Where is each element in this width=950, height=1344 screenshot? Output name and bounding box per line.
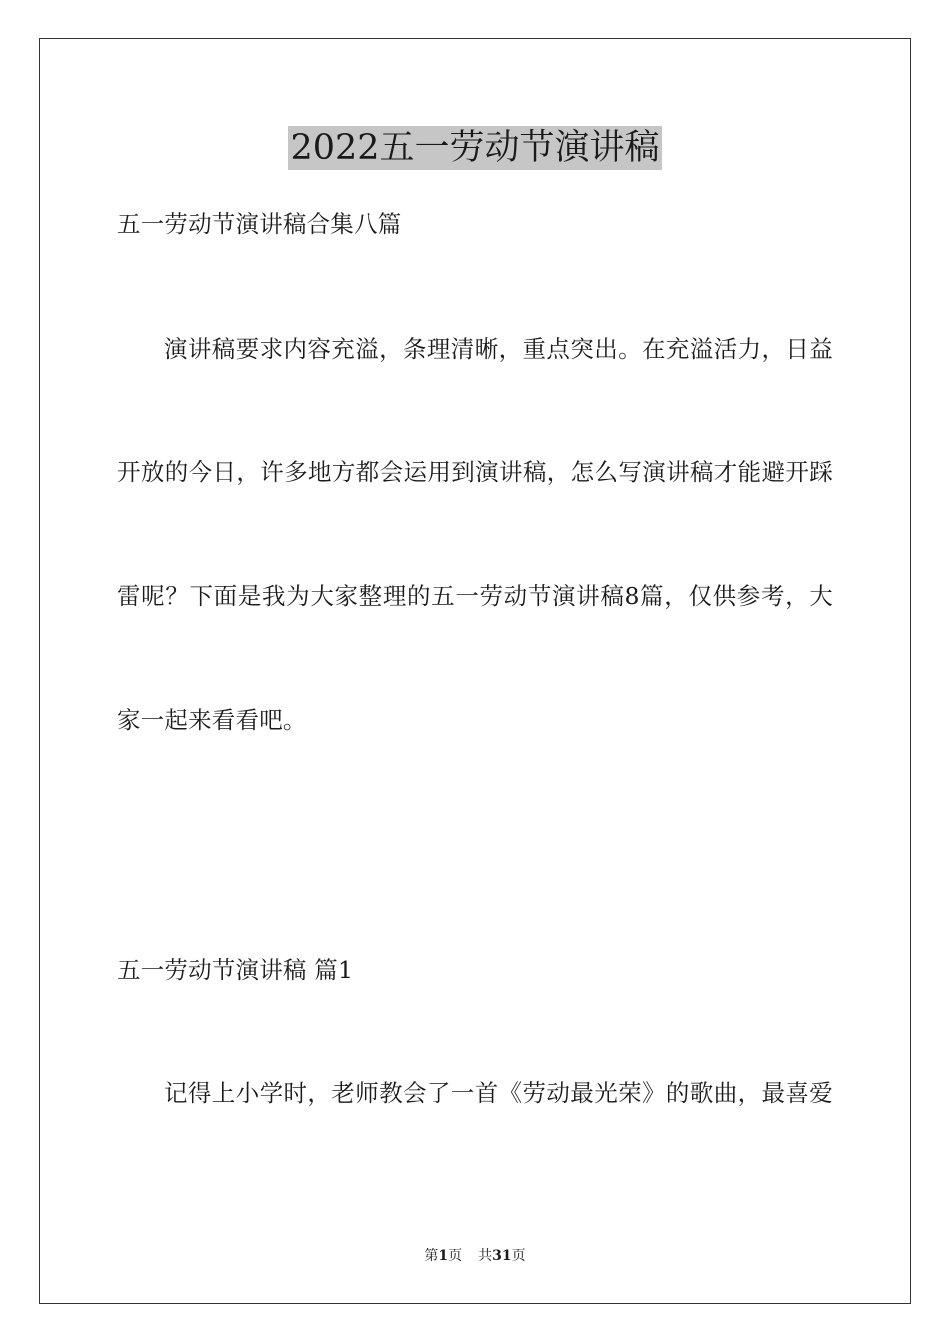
document-subtitle: 五一劳动节演讲稿合集八篇 bbox=[117, 210, 402, 238]
intro-paragraph-line: 演讲稿要求内容充溢，条理清晰，重点突出。在充溢活力，日益 bbox=[164, 335, 833, 363]
intro-paragraph-line: 开放的今日，许多地方都会运用到演讲稿，怎么写演讲稿才能避开踩 bbox=[117, 458, 833, 486]
total-prefix: 共 bbox=[478, 1248, 493, 1264]
total-suffix: 页 bbox=[511, 1248, 526, 1264]
total-pages: 31 bbox=[492, 1248, 512, 1264]
section-paragraph-line: 记得上小学时，老师教会了一首《劳动最光荣》的歌曲，最喜爱 bbox=[164, 1079, 833, 1107]
page-suffix: 页 bbox=[448, 1248, 463, 1264]
page-prefix: 第 bbox=[424, 1248, 439, 1264]
document-title: 2022五一劳动节演讲稿 bbox=[290, 128, 660, 168]
title-container bbox=[0, 126, 950, 170]
page-footer bbox=[0, 1246, 950, 1266]
section-heading: 五一劳动节演讲稿 篇1 bbox=[117, 956, 354, 984]
intro-paragraph-line: 家一起来看看吧。 bbox=[117, 706, 307, 734]
page-number: 1 bbox=[438, 1248, 449, 1264]
intro-paragraph-line: 雷呢？下面是我为大家整理的五一劳动节演讲稿8篇，仅供参考，大 bbox=[117, 582, 833, 610]
